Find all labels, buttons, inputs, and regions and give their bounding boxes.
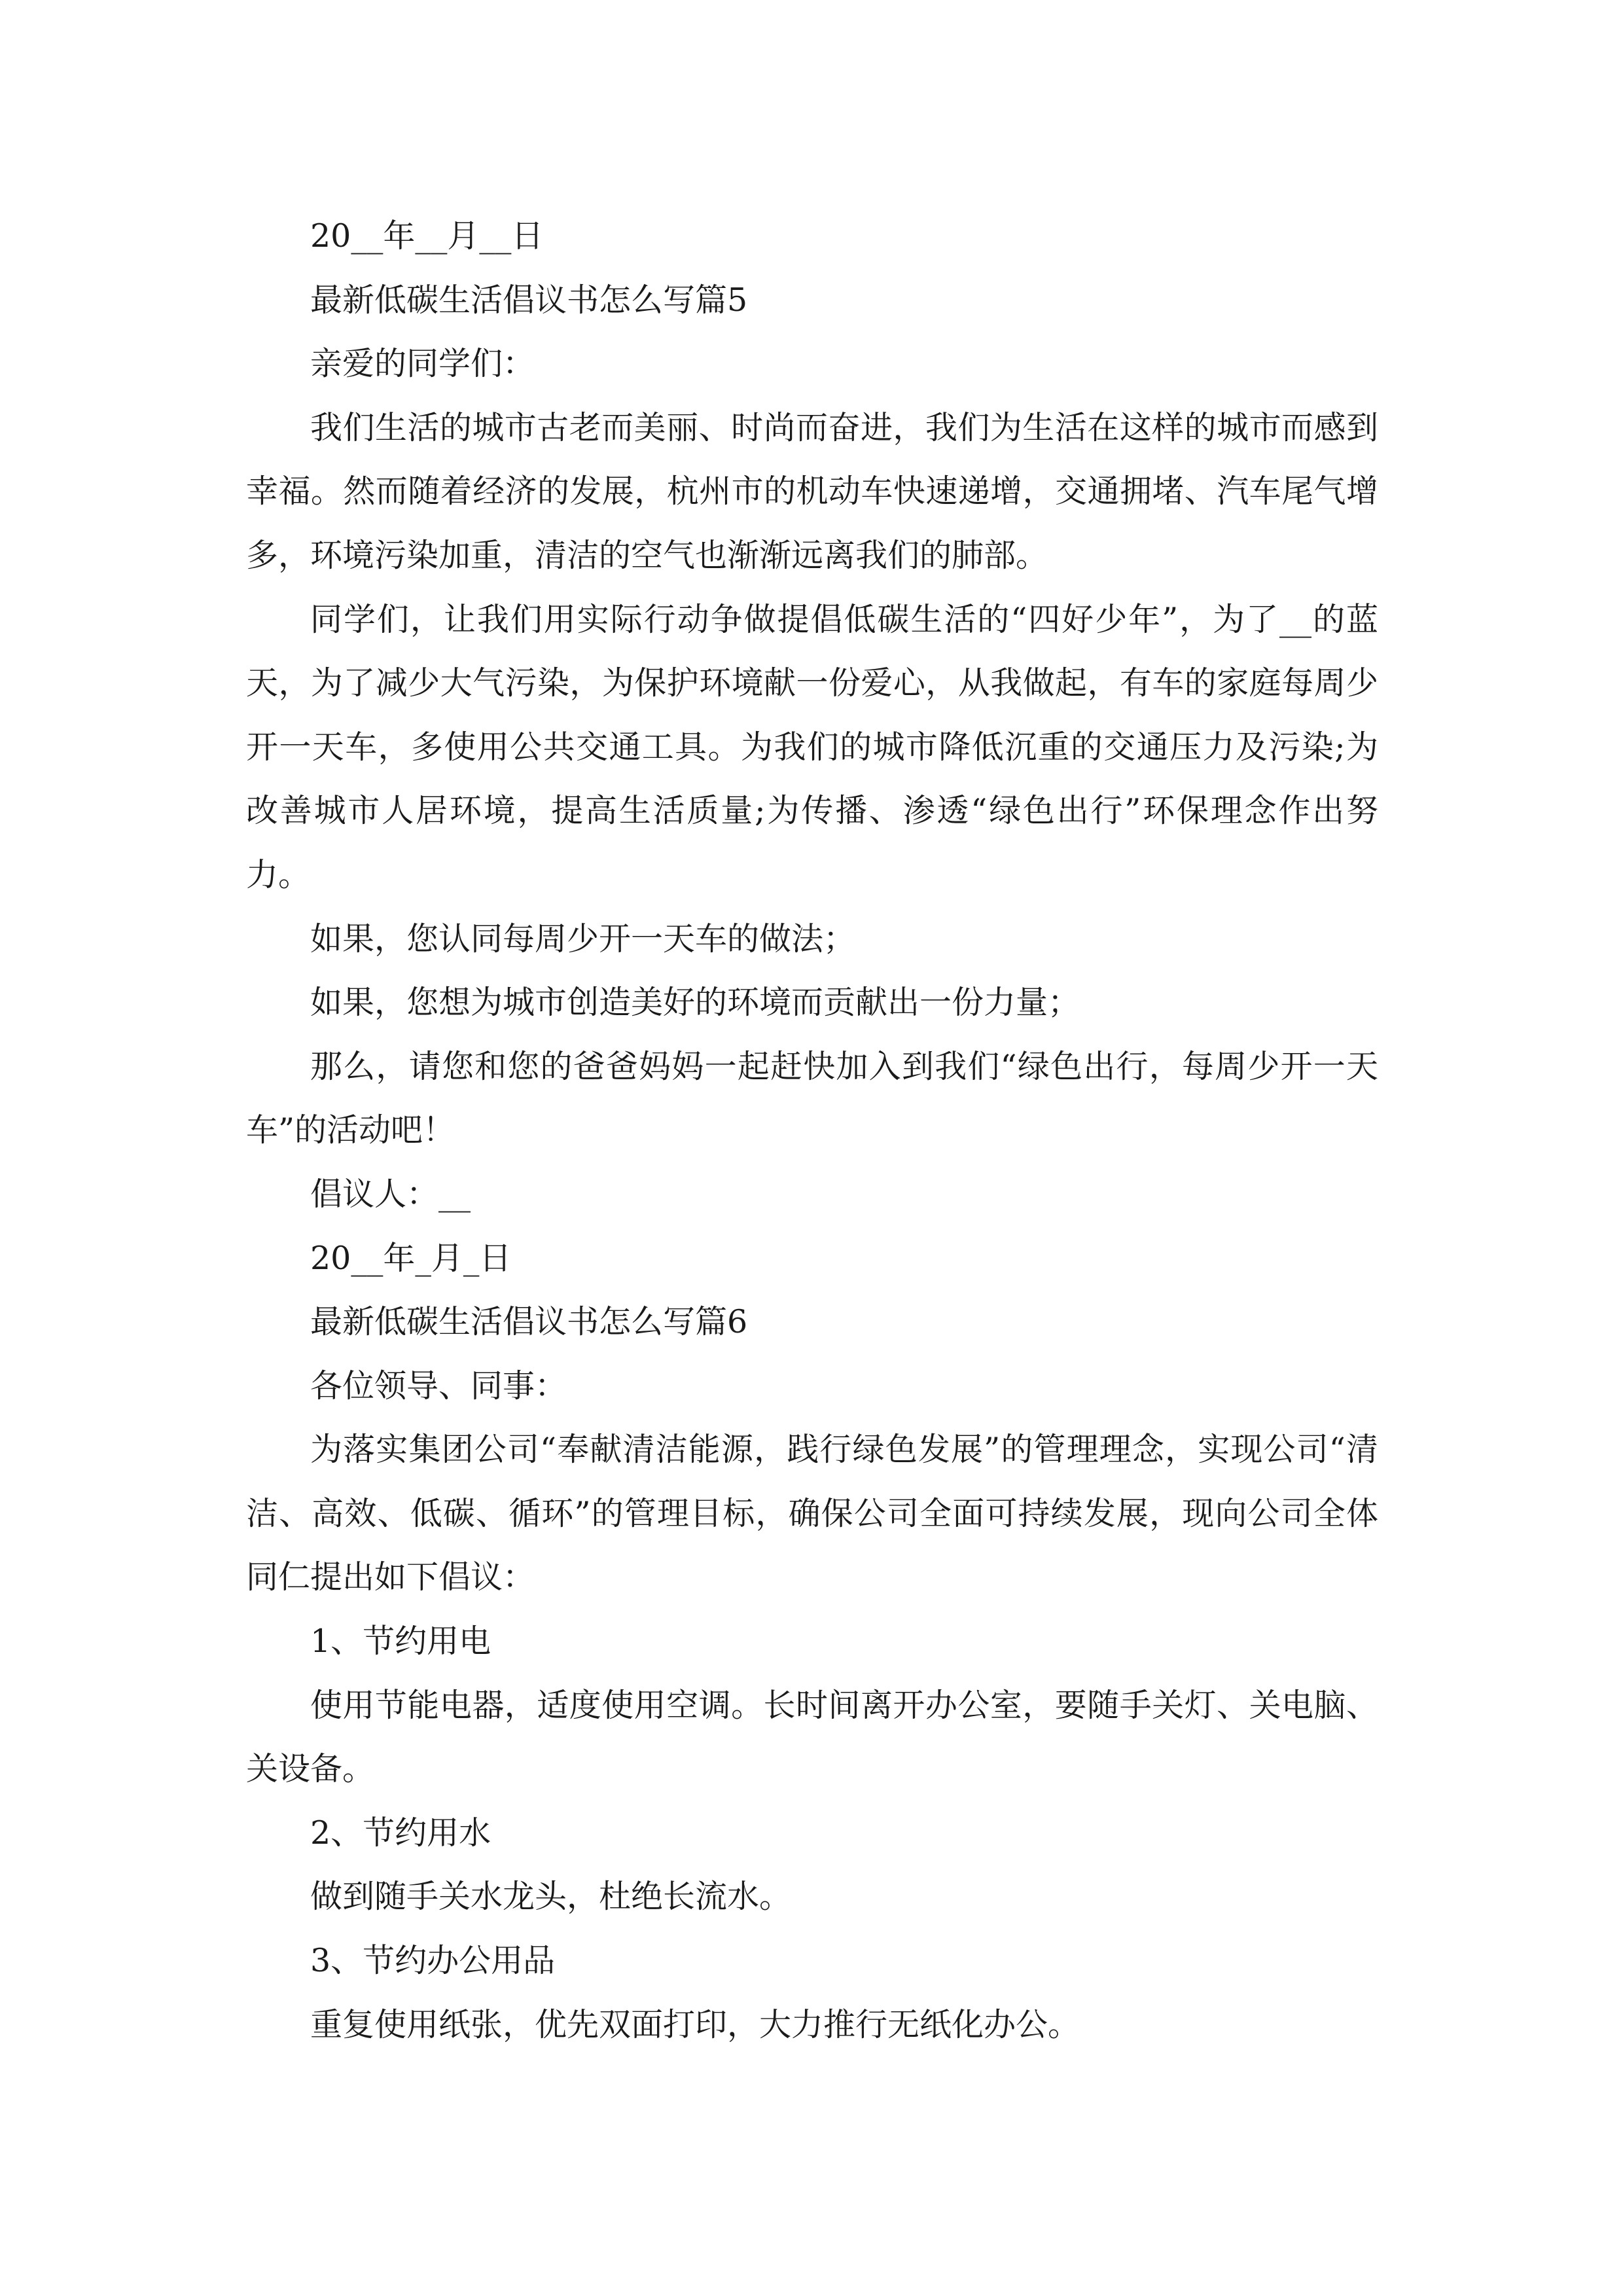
paragraph: 我们生活的城市古老而美丽、时尚而奋进，我们为生活在这样的城市而感到幸福。然而随着经济的发展，杭州市的机动车快速递增，交通拥堵、汽车尾气增多，环境污染加重，清洁的空气也渐渐远离我们的肺部。 [246,408,1378,574]
date-line: 20__年_月_日 [310,1239,512,1277]
list-heading: 2、节约用水 [310,1814,491,1852]
signature-line: 倡议人：__ [310,1175,471,1213]
paragraph: 同学们，让我们用实际行动争做提倡低碳生活的“四好少年”，为了__的蓝天，为了减少大气污染，为保护环境献一份爱心，从我做起，有车的家庭每周少开一天车，多使用公共交通工具。为我们的城市降低沉重的交通压力及污染;为改善城市人居环境，提高生活质量;为传播、渗透“绿色出行”环保理念作出努力。 [246,600,1378,893]
list-heading: 1、节约用电 [310,1623,491,1660]
document-body [246,204,1378,2056]
paragraph: 使用节能电器，适度使用空调。长时间离开办公室，要随手关灯、关电脑、关设备。 [246,1686,1378,1788]
date-line: 20__年__月__日 [310,217,544,255]
list-heading: 3、节约办公用品 [310,1942,556,1980]
section-title-5: 最新低碳生活倡议书怎么写篇5 [310,281,748,319]
paragraph: 重复使用纸张，优先双面打印，大力推行无纸化办公。 [310,2005,1080,2043]
paragraph: 如果，您想为城市创造美好的环境而贡献出一份力量； [310,984,1080,1022]
paragraph: 为落实集团公司“奉献清洁能源，践行绿色发展”的管理理念，实现公司“清洁、高效、低碳、循环”的管理目标，确保公司全面可持续发展，现向公司全体同仁提出如下倡议： [246,1431,1378,1596]
salutation: 亲爱的同学们： [310,345,535,383]
salutation: 各位领导、同事： [310,1367,567,1405]
paragraph: 如果，您认同每周少开一天车的做法； [310,920,856,958]
section-title-6: 最新低碳生活倡议书怎么写篇6 [310,1303,748,1341]
paragraph: 那么，请您和您的爸爸妈妈一起赶快加入到我们“绿色出行，每周少开一天车”的活动吧！ [246,1047,1378,1149]
paragraph: 做到随手关水龙头，杜绝长流水。 [310,1878,792,1916]
